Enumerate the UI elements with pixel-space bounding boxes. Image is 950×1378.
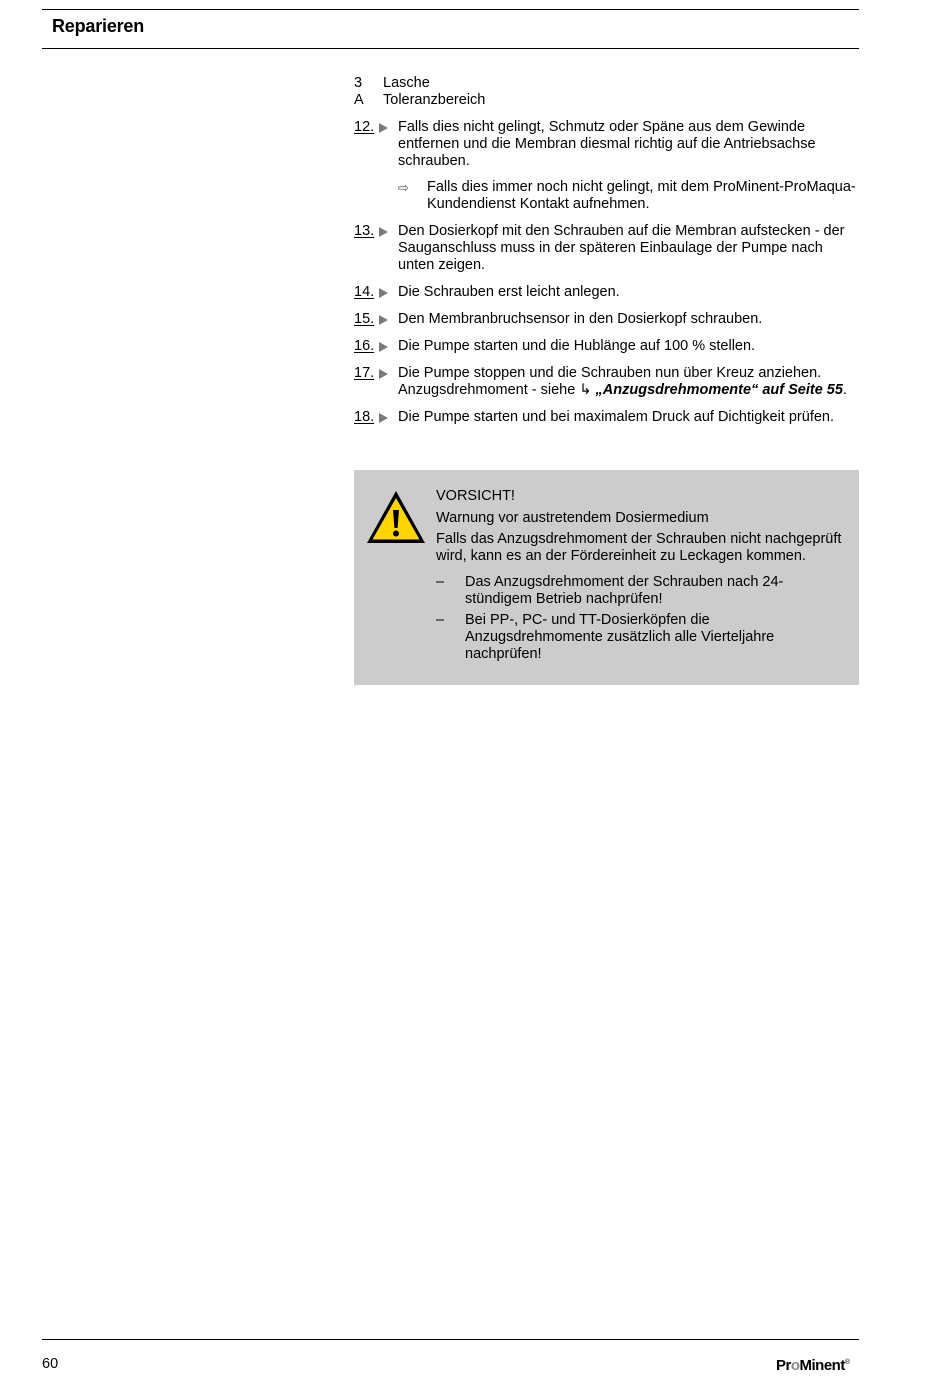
list-item-text: Bei PP-, PC- und TT-Dosierköpfen die Anzugsdrehmomente zusätzlich alle Vierteljahre nachprüfen! <box>465 612 775 662</box>
link-arrow-icon: ↳ <box>579 382 592 398</box>
step-item <box>354 284 860 301</box>
legend-label: Toleranzbereich <box>383 92 486 108</box>
warning-body: Falls das Anzugsdrehmoment der Schrauben nicht nachgeprüft wird, kann es an der Fördereinheit zu Leckagen kommen. <box>436 531 842 564</box>
step-text: Die Pumpe starten und bei maximalem Druck auf Dichtigkeit prüfen. <box>398 409 834 425</box>
step-number: 17. <box>354 365 398 399</box>
step-arrow-icon <box>379 123 388 133</box>
step-item <box>354 409 860 426</box>
step-arrow-icon <box>379 315 388 325</box>
warning-list <box>436 574 846 663</box>
step-arrow-icon <box>379 288 388 298</box>
legend-item <box>354 92 860 109</box>
step-text: Die Pumpe starten und die Hublänge auf 100 % stellen. <box>398 338 756 354</box>
legend-key: A <box>354 92 364 108</box>
page-number: 60 <box>42 1356 59 1372</box>
step-number: 12. <box>354 119 398 213</box>
step-item <box>354 311 860 328</box>
list-item <box>436 574 846 608</box>
warning-triangle-icon <box>364 488 428 546</box>
step-arrow-icon <box>379 413 388 423</box>
step-text: Den Membranbruchsensor in den Dosierkopf schrauben. <box>398 311 763 327</box>
legend-item <box>354 75 860 92</box>
list-dash: – <box>436 612 445 628</box>
step-item <box>354 223 860 274</box>
step-text: Die Pumpe stoppen und die Schrauben nun über Kreuz anziehen. Anzugsdrehmoment - siehe ↳ „Anzugsdrehmomente“ auf Seite 55. <box>398 365 847 398</box>
step-list <box>354 119 860 426</box>
warning-box <box>354 470 859 685</box>
step-arrow-icon <box>379 227 388 237</box>
list-item-text: Das Anzugsdrehmoment der Schrauben nach 24-stündigem Betrieb nachprüfen! <box>465 574 784 607</box>
page-title: Reparieren <box>52 16 145 36</box>
brand-logo: ProMinent® <box>776 1357 850 1374</box>
step-number: 13. <box>354 223 398 274</box>
link-page: auf Seite 55 <box>762 382 843 398</box>
step-number: 14. <box>354 284 398 301</box>
legend-key: 3 <box>354 75 363 91</box>
legend-label: Lasche <box>383 75 430 91</box>
footer-rule <box>42 1339 859 1340</box>
cross-reference-link[interactable] <box>579 382 843 398</box>
step-item <box>354 365 860 399</box>
step-arrow-icon <box>379 369 388 379</box>
step-item <box>354 338 860 355</box>
step-number: 18. <box>354 409 398 426</box>
result-arrow-icon: ⇨ <box>398 180 409 195</box>
step-number: 15. <box>354 311 398 328</box>
step-text: Die Schrauben erst leicht anlegen. <box>398 284 620 300</box>
figure-legend <box>354 75 860 109</box>
header-bottom-rule <box>42 48 859 49</box>
step-text: Den Dosierkopf mit den Schrauben auf die Membran aufstecken - der Sauganschluss muss in der späteren Einbaulage der Pumpe nach unten zeigen. <box>398 223 845 273</box>
step-result <box>398 179 860 213</box>
step-arrow-icon <box>379 342 388 352</box>
step-text: Falls dies nicht gelingt, Schmutz oder Späne aus dem Gewinde entfernen und die Membran diesmal richtig auf die Antriebsachse schrauben. <box>398 119 816 169</box>
link-title: „Anzugsdrehmomente“ <box>595 382 759 398</box>
header-top-rule <box>42 9 859 10</box>
step-item <box>354 119 860 213</box>
result-text: Falls dies immer noch nicht gelingt, mit dem ProMinent-ProMaqua-Kundendienst Kontakt aufnehmen. <box>427 179 856 212</box>
main-content <box>354 75 860 436</box>
step-number: 16. <box>354 338 398 355</box>
warning-heading: VORSICHT! <box>436 488 515 504</box>
list-item <box>436 612 846 663</box>
warning-subheading: Warnung vor austretendem Dosiermedium <box>436 510 709 526</box>
list-dash: – <box>436 574 445 590</box>
